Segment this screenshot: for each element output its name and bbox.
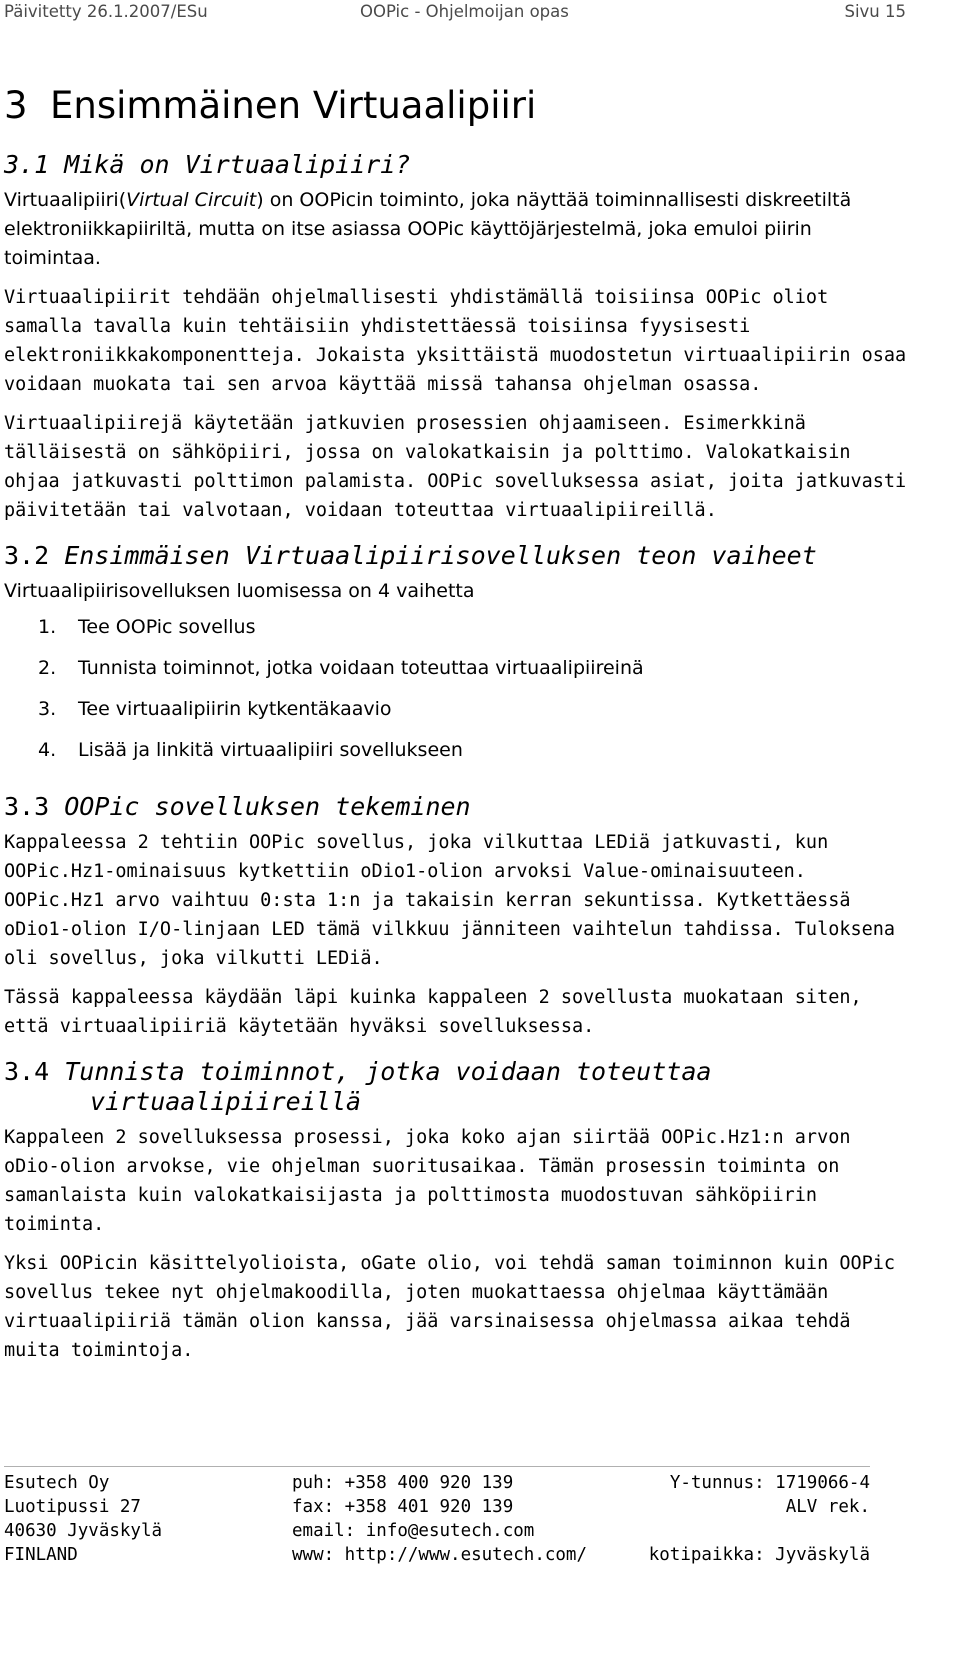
section-3-3-number: 3.3 — [4, 792, 50, 821]
chapter-title-text: Ensimmäinen Virtuaalipiiri — [50, 84, 537, 127]
section-3-4-number: 3.4 — [4, 1057, 50, 1086]
section-3-4-paragraph-1: Kappaleen 2 sovelluksessa prosessi, joka koko ajan siirtää OOPic.Hz1:n arvon oDio-olion arvokse, vie ohjelman suoritusaikaa. Tämän prosessin toiminta on samanlaista kuin valokatkaisijasta ja polttimosta muodostuvan sähköpiirin toiminta. — [4, 1127, 851, 1235]
footer-postal-city: 40630 Jyväskylä — [4, 1521, 163, 1541]
section-3-4-title-line-2: virtuaalipiireillä — [90, 1087, 361, 1116]
footer-domicile: kotipaikka: Jyväskylä — [648, 1545, 870, 1565]
list-item-text: Tee OOPic sovellus — [78, 616, 256, 638]
section-3-3-paragraph-2: Tässä kappaleessa käydään läpi kuinka kappaleen 2 sovellusta muokataan siten, että virtuaalipiiriä käytetään hyväksi sovelluksessa. — [4, 987, 862, 1037]
section-3-1-paragraph-2: Virtuaalipiirit tehdään ohjelmallisesti yhdistämällä toisiinsa OOPic oliot samalla tavalla kuin tehtäisiin yhdistettäessä toisiinsa fyysisesti elektroniikkakomponentteja. Jokaista yksittäistä muodostetun virtuaalipiirin osaa voidaan muokata tai sen arvoa käyttää missä tahansa ohjelman osassa. — [4, 287, 907, 395]
s1-p1-before: Virtuaalipiiri( — [4, 189, 127, 211]
section-3-2-number: 3.2 — [4, 541, 50, 570]
document-body — [4, 84, 908, 1375]
list-item-number: 4. — [38, 739, 57, 761]
s1-p1-italic: Virtual Circuit — [126, 189, 257, 211]
footer-vat: ALV rek. — [785, 1497, 870, 1517]
footer-street: Luotipussi 27 — [4, 1497, 141, 1517]
footer-registration — [649, 1471, 870, 1567]
footer-country: FINLAND — [4, 1545, 78, 1565]
list-item-text: Lisää ja linkitä virtuaalipiiri sovellukseen — [78, 739, 463, 761]
footer-business-id: Y-tunnus: 1719066-4 — [669, 1473, 870, 1493]
s1-p1-after: ) on OOPicin toiminto, joka näyttää toiminnallisesti diskreetiltä elektroniikkapiiriltä, mutta on itse asiassa OOPic käyttöjärjestelmä, joka emuloi piirin toimintaa. — [4, 189, 852, 269]
section-3-2-title: Ensimmäisen Virtuaalipiirisovelluksen teon vaiheet — [64, 541, 817, 570]
section-3-2-intro: Virtuaalipiirisovelluksen luomisessa on 4 vaihetta — [4, 580, 475, 602]
header-page-number: Sivu 15 — [844, 2, 906, 21]
list-item-number: 3. — [38, 698, 57, 720]
page-header — [4, 0, 906, 22]
section-3-3-paragraph-1: Kappaleessa 2 tehtiin OOPic sovellus, joka vilkuttaa LEDiä jatkuvasti, kun OOPic.Hz1-ominaisuus kytkettiin oDio1-olion arvoksi Value-ominaisuuteen. OOPic.Hz1 arvo vaihtuu 0:sta 1:n ja takaisin kerran sekuntissa. Kytkettäessä oDio1-olion I/O-linjaan LED tämä vilkkuu jänniteen vaihtelun tahdissa. Tuloksena oli sovellus, joka vilkutti LEDiä. — [4, 832, 896, 969]
section-3-4-paragraph-2: Yksi OOPicin käsittelyolioista, oGate olio, voi tehdä saman toiminnon kuin OOPic sovellus tekee nyt ohjelmakoodilla, joten muokattaessa ohjelmaa käyttämään virtuaalipiiriä tämän olion kanssa, jää varsinaisessa ohjelmassa aikaa tehdä muita toimintoja. — [4, 1253, 896, 1361]
chapter-number: 3 — [4, 84, 28, 127]
footer-blank-line — [649, 1519, 870, 1543]
list-item-number: 2. — [38, 657, 57, 679]
footer-contact — [292, 1471, 587, 1567]
section-3-3-title: OOPic sovelluksen tekeminen — [64, 792, 471, 821]
footer-website: www: http://www.esutech.com/ — [292, 1545, 588, 1565]
page-footer — [4, 1466, 870, 1565]
header-document-title: OOPic - Ohjelmoijan opas — [360, 2, 569, 21]
list-item — [4, 694, 908, 735]
section-3-1-paragraph-1 — [4, 186, 908, 273]
footer-company-name: Esutech Oy — [4, 1473, 110, 1493]
footer-fax: fax: +358 401 920 139 — [292, 1497, 514, 1517]
list-item — [4, 612, 908, 653]
section-3-1-heading — [4, 150, 908, 180]
steps-list — [4, 612, 908, 776]
section-3-4-title-line-1: Tunnista toiminnot, jotka voidaan toteuttaa — [64, 1057, 712, 1086]
section-3-4-heading — [4, 1057, 908, 1117]
section-3-1-paragraph-3: Virtuaalipiirejä käytetään jatkuvien prosessien ohjaamiseen. Esimerkkinä tälläisestä on sähköpiiri, jossa on valokatkaisin ja polttimo. Valokatkaisin ohjaa jatkuvasti polttimon palamista. OOPic sovelluksessa asiat, joita jatkuvasti päivitetään tai valvotaan, voidaan toteuttaa virtuaalipiireillä. — [4, 413, 907, 521]
list-item — [4, 653, 908, 694]
header-updated-date: Päivitetty 26.1.2007/ESu — [4, 2, 208, 21]
list-item-number: 1. — [38, 616, 57, 638]
footer-company-address — [4, 1471, 162, 1567]
footer-phone: puh: +358 400 920 139 — [292, 1473, 514, 1493]
section-3-3-heading — [4, 792, 908, 822]
section-3-1-heading-text: 3.1 Mikä on Virtuaalipiiri? — [4, 150, 411, 179]
list-item — [4, 735, 908, 776]
footer-email: email: info@esutech.com — [292, 1521, 535, 1541]
chapter-title — [4, 84, 908, 144]
list-item-text: Tee virtuaalipiirin kytkentäkaavio — [78, 698, 392, 720]
section-3-2-heading — [4, 541, 908, 571]
list-item-text: Tunnista toiminnot, jotka voidaan toteuttaa virtuaalipiireinä — [78, 657, 644, 679]
